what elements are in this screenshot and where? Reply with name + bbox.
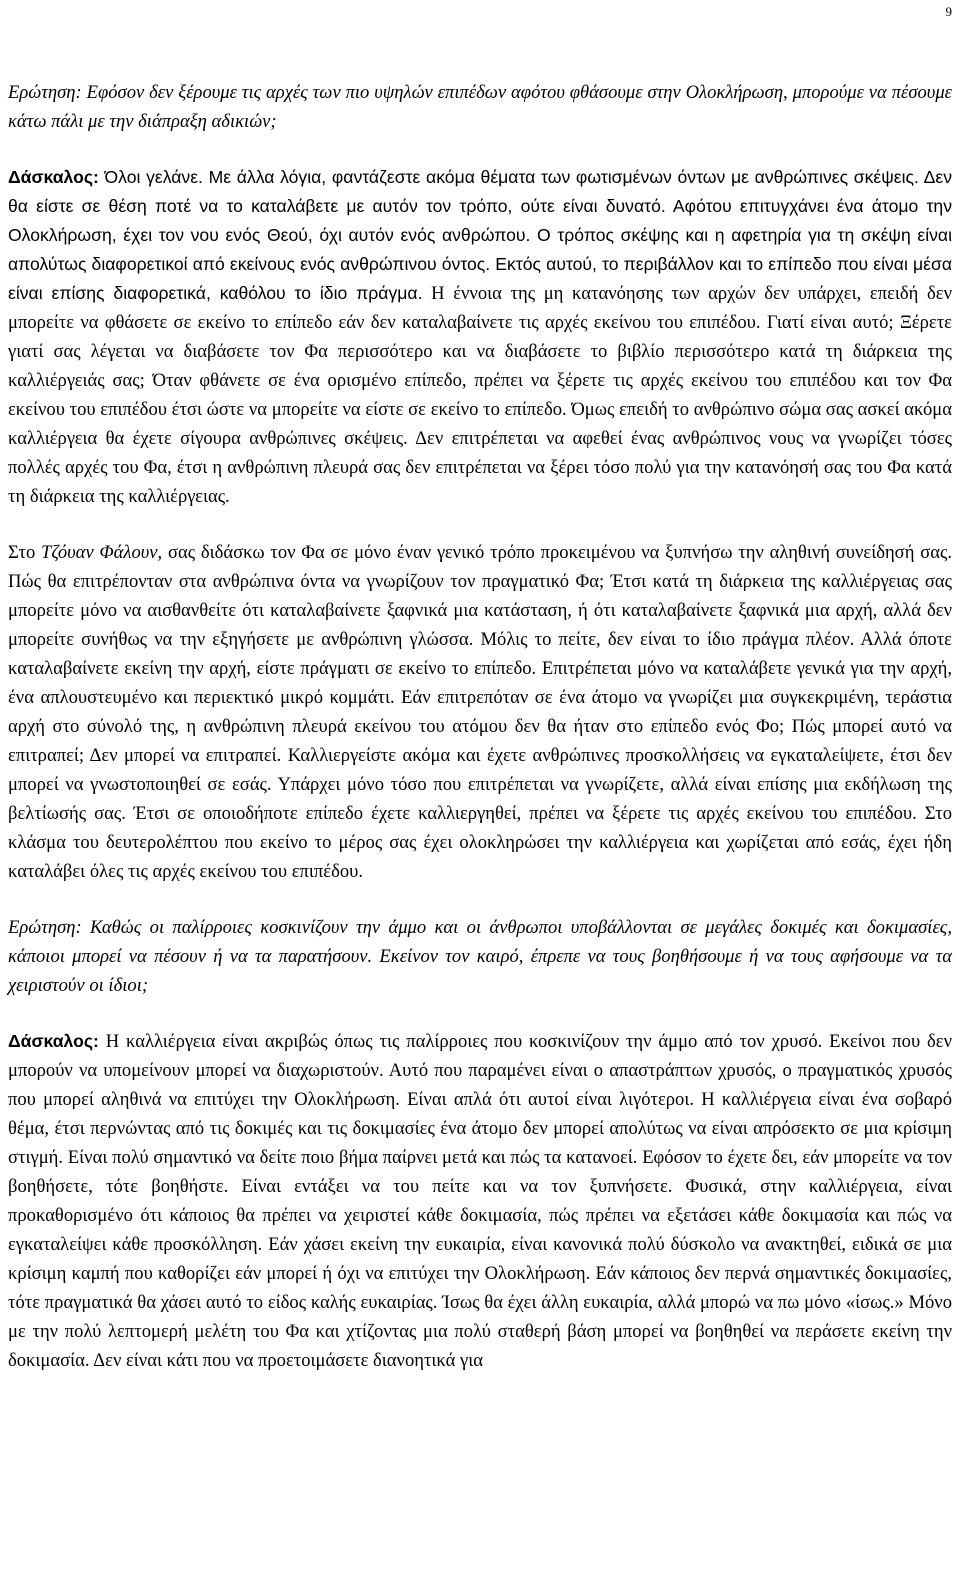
- teacher-label: Δάσκαλος:: [8, 1031, 99, 1051]
- paragraph-text: , σας διδάσκω τον Φα σε μόνο έναν γενικό τρόπο προκειμένου να ξυπνήσω την αληθινή συνείδησή σας. Πώς θα επιτρέπονταν στα ανθρώπινα όντα να γνωρίζουν τον πραγματικό Φα; Έτσι κατά τη διάρκεια της καλλιέργειας σας μπορείτε μόνο να αισθανθείτε ότι καταλαβαίνετε ξαφνικά μια κατάσταση, ή ότι καταλαβαίνετε ξαφνικά μια αρχή, αλλά δεν μπορείτε συνήθως να την εξηγήσετε με ανθρώπινη γλώσσα. Μόλις το πείτε, δεν είναι το ίδιο πράγμα πλέον. Αλλά όποτε καταλαβαίνετε εκείνη την αρχή, είστε πράγματι σε εκείνο το επίπεδο. Επιτρέπεται μόνο να καταλάβετε γενικά για την αρχή, ένα απλουστευμένο και περιεκτικό μικρό κομμάτι. Εάν επιτρεπόταν σε ένα άτομο να γνωρίζει μια συγκεκριμένη, τεράστια αρχή στο σύνολό της, η ανθρώπινη πλευρά εκείνου του ατόμου δεν θα ήταν στο επίπεδο ενός Φο; Πώς μπορεί αυτό να επιτραπεί; Δεν μπορεί να επιτραπεί. Καλλιεργείστε ακόμα και έχετε ανθρώπινες προσκολλήσεις να εγκαταλείψετε, έτσι δεν μπορεί να γνωστοποιηθεί σε εσάς. Υπάρχει μόνο τόσο που επιτρέπεται να γνωρίζετε, αλλά είναι επίσης μια εκδήλωση της βελτίωσής σας. Έτσι σε οποιοδήποτε επίπεδο έχετε καλλιεργηθεί, πρέπει να ξέρετε τις αρχές εκείνου του επιπέδου. Στο κλάσμα του δευτερολέπτου που εκείνο το μέρος σας έχει ολοκληρώσει την καλλιέργεια και χωρίζεται από εσάς, έχει ήδη καταλάβει όλες τις αρχές εκείνου του επιπέδου.: [8, 542, 952, 882]
- answer-text-serif: Η έννοια της μη κατανόησης των αρχών δεν υπάρχει, επειδή δεν μπορείτε να φθάσετε σε εκείνο το επίπεδο εάν δεν καταλαβαίνετε τις αρχές εκείνου του επιπέδου. Γιατί είναι αυτό; Ξέρετε γιατί σας λέγεται να διαβάσετε τον Φα περισσότερο και να διαβάσετε το βιβλίο περισσότερο κατά τη διάρκεια της καλλιέργειάς σας; Όταν φθάνετε σε ένα ορισμένο επίπεδο, πρέπει να ξέρετε τις αρχές εκείνου του επιπέδου και τον Φα εκείνου του επιπέδου έτσι ώστε να μπορείτε να είστε σε εκείνο το επίπεδο. Όμως επειδή το ανθρώπινο σώμα σας ασκεί ακόμα καλλιέργεια θα έχετε σίγουρα ανθρώπινες σκέψεις. Δεν επιτρέπεται να αφεθεί ένας ανθρώπινος νους να γνωρίζει τόσες πολλές αρχές του Φα, έτσι η ανθρώπινη πλευρά σας δεν επιτρέπεται να ξέρει τόσο πολύ για την κατανόησή σας του Φα κατά τη διάρκεια της καλλιέργειας.: [8, 283, 952, 507]
- question-label: Ερώτηση: [8, 917, 76, 938]
- answer-paragraph-2: [8, 1027, 952, 1375]
- question-text: : Εφόσον δεν ξέρουμε τις αρχές των πιο υψηλών επιπέδων αφότου φθάσουμε στην Ολοκλήρωση, μπορούμε να πέσουμε κάτω πάλι με την διάπραξη αδικιών;: [8, 82, 952, 132]
- body-paragraph-2: [8, 538, 952, 886]
- question-text: : Καθώς οι παλίρροιες κοσκινίζουν την άμμο και οι άνθρωποι υποβάλλονται σε μεγάλες δοκιμές και δοκιμασίες, κάποιοι μπορεί να πέσουν ή να τα παρατήσουν. Εκείνον τον καιρό, έπρεπε να τους βοηθήσουμε ή να τους αφήσουμε να τα χειριστούν οι ίδιοι;: [8, 917, 952, 996]
- question-paragraph-1: [8, 78, 952, 136]
- question-label: Ερώτηση: [8, 82, 76, 103]
- question-paragraph-2: [8, 913, 952, 1000]
- answer-paragraph-1: [8, 163, 952, 511]
- paragraph-lead: Στο: [8, 542, 42, 563]
- page-number: 9: [945, 4, 952, 19]
- teacher-label: Δάσκαλος:: [8, 167, 99, 187]
- answer-text: Η καλλιέργεια είναι ακριβώς όπως τις παλίρροιες που κοσκινίζουν την άμμο από τον χρυσό. Εκείνοι που δεν μπορούν να υπομείνουν μπορεί να διαχωριστούν. Αυτό που παραμένει είναι ο απαστράπτων χρυσός, ο πραγματικός χρυσός που μπορεί αληθινά να επιτύχει την Ολοκλήρωση. Είναι απλά ότι αυτοί είναι λιγότεροι. Η καλλιέργεια είναι ένα σοβαρό θέμα, έτσι περνώντας από τις δοκιμές και τις δοκιμασίες ένα άτομο δεν μπορεί απολύτως να είναι απρόσεκτο σε μια κρίσιμη στιγμή. Είναι πολύ σημαντικό να δείτε ποιο βήμα παίρνει μετά και πώς τα κατανοεί. Εφόσον το έχετε δει, εάν μπορείτε να τον βοηθήσετε, τότε βοηθήστε. Είναι εντάξει να του πείτε και να τον ξυπνήσετε. Φυσικά, στην καλλιέργεια, είναι προκαθορισμένο ότι κάποιος θα πρέπει να χειριστεί κάθε δοκιμασία, πώς πρέπει να εξετάσει κάθε δοκιμασία και πώς να εγκαταλείψει κάθε προσκόλληση. Εάν χάσει εκείνη την ευκαιρία, είναι κανονικά πολύ δύσκολο να ανακτηθεί, ειδικά σε μια κρίσιμη καμπή που καθορίζει εάν μπορεί ή όχι να επιτύχει την Ολοκλήρωση. Εάν κάποιος δεν περνά σημαντικές δοκιμασίες, τότε πραγματικά θα χάσει αυτό το είδος καλής ευκαιρίας. Ίσως θα έχει άλλη ευκαιρία, αλλά μπορώ να πω μόνο «ίσως.» Μόνο με την πολύ λεπτομερή μελέτη του Φα και χτίζοντας μια πολύ σταθερή βάση μπορεί να βοηθηθεί να περάσετε εκείνη την δοκιμασία. Δεν είναι κάτι που να προετοιμάσετε διανοητικά για: [8, 1031, 952, 1371]
- answer-text-sans: Όλοι γελάνε. Με άλλα λόγια, φαντάζεστε ακόμα θέματα των φωτισμένων όντων με ανθρώπινες σκέψεις. Δεν θα είστε σε θέση ποτέ να το καταλάβετε με αυτόν τον τρόπο, ούτε είναι δυνατό. Αφότου επιτυγχάνει ένα άτομο την Ολοκλήρωση, έχει τον νου ενός Θεού, όχι αυτόν ενός ανθρώπου. Ο τρόπος σκέψης και η αφετηρία για τη σκέψη είναι απολύτως διαφορετικοί από εκείνους ενός ανθρώπινου όντος. Εκτός αυτού, το περιβάλλον και το επίπεδο που είναι μέσα είναι επίσης διαφορετικά, καθόλου το ίδιο πράγμα.: [8, 167, 952, 303]
- document-body: [8, 78, 952, 1375]
- book-title: Τζόυαν Φάλουν: [41, 542, 158, 563]
